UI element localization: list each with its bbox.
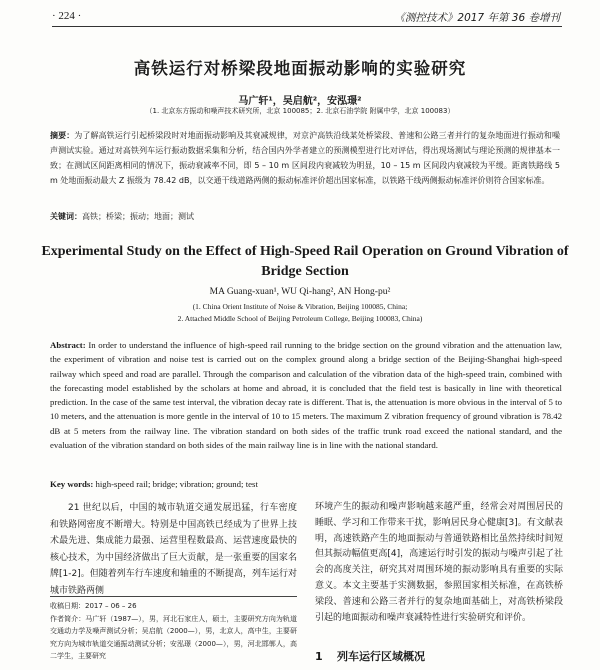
body-right-paragraph: 环境产生的振动和噪声影响越来越严重，经常会对周围居民的睡眠、学习和工作带来干扰，影响居民身心健康[3]。有文献表明，高速铁路产生的地面振动与普通铁路相比虽然持续时间短但其振动幅值更高[4]，高速运行时引发的振动与噪声引起了社会的高度关注，研究其对周围环境的振动影响具有重要的实际意义。本文主要基于实测数据，参照国家相关标准，在高铁桥梁段、普速和公路三者并行的复杂地面基础上，对高铁桥梁段引起的地面振动和噪声衰减特性进行实验研究和评价。: [315, 502, 563, 623]
chinese-abstract: [50, 128, 560, 188]
english-affiliation: [0, 301, 600, 325]
footnote-authors: 作者简介：马广轩（1987—），男，河北石家庄人，硕士，主要研究方向为轨道交通动力学及噪声测试分析；吴启航（2000—），男，北京人，高中生，主要研究方向为城市轨道交通振动测试分析；安泓璟（2000—），男，河北邯郸人，高二学生，主要研究: [50, 614, 297, 660]
english-keywords-label: Key words:: [50, 479, 94, 489]
section-title: 列车运行区域概况: [337, 650, 425, 663]
journal-header: 《测控技术》2017 年第 36 卷增刊: [394, 12, 560, 24]
section-number: 1: [315, 650, 323, 663]
english-abstract: [50, 338, 562, 452]
chinese-keywords: [50, 211, 560, 222]
footnote: [50, 600, 297, 663]
chinese-keywords-label: 关键词：: [50, 212, 82, 221]
chinese-title: 高铁运行对桥梁段地面振动影响的实验研究: [133, 59, 467, 78]
footnote-received: 收稿日期：2017 – 06 – 26: [50, 602, 137, 610]
chinese-abstract-label: 摘要：: [50, 131, 75, 140]
footnote-rule: [50, 596, 297, 597]
english-abstract-label: Abstract:: [50, 340, 86, 350]
english-abstract-text: In order to understand the influence of high-speed rail running to the bridge section on the ground vibration and the attenuation law, the experiment of vibration and noise test is carried out on the complex ground along a bridge section of the Beijing-Shanghai high-speed railway which speed and road are parallel. Through the comparison and calculation of the vibration data of the high-speed train, combined with the forecasting model established by the scholars at home and abroad, it is concluded that the field test is basically in line with theoretical prediction. In the case of the same test interval, the vibration decay rate is different. That is, the attenuation is more obvious in the interval of 5 to 10 meters, and the attenuation is more gentle in the interval of 10 to 15 meters. The maximum Z vibration frequency of ground vibration is 78.42 dB at 5 meters from the railway line. The vibration standard on both sides of the traffic trunk road exceed the national standard, and the evaluation of the vibration standard on both sides of the main railway line is in line with the national standard.: [50, 340, 562, 451]
chinese-affiliation: （1. 北京东方振动和噪声技术研究所，北京 100085；2. 北京石油学院 附属中学，北京 100083）: [145, 107, 455, 115]
english-affiliation-1: (1. China Orient Institute of Noise & Vibration, Beijing 100085, China;: [192, 302, 408, 311]
english-keywords-text: high-speed rail; bridge; vibration; ground; test: [95, 479, 258, 489]
chinese-authors: 马广轩¹，吴启航²，安泓璟²: [238, 96, 362, 107]
english-keywords: [50, 479, 562, 489]
page-number: · 224 ·: [52, 10, 82, 22]
english-title: Experimental Study on the Effect of High-Speed Rail Operation on Ground Vibration of Bridge Section: [41, 244, 569, 279]
header-rule: [52, 26, 562, 27]
chinese-keywords-text: 高铁；桥梁；振动；地面；测试: [82, 212, 194, 221]
english-affiliation-2: 2. Attached Middle School of Beijing Petroleum College, Beijing 100083, China): [177, 314, 423, 323]
section-heading: [315, 648, 425, 664]
body-left-paragraph: 21 世纪以后，中国的城市轨道交通发展迅猛，行车密度和铁路网密度不断增大。特别是中国高铁已经成为了世界上技术最先进、集成能力最强、运营里程数最高、运营速度最快的核心技术，为中国经济做出了巨大贡献，是一张重要的国家名牌[1-2]。但随着列车行车速度和轴重的不断提高，列车运行对城市铁路两侧: [50, 503, 297, 596]
chinese-abstract-text: 为了解高铁运行引起桥梁段时对地面振动影响及其衰减规律，对京沪高铁沿线某处桥梁段、普速和公路三者并行的复杂地面进行振动和噪声测试实验。通过对高铁列车运行振动数据采集和分析，结合国内外学者建立的预测模型进行比对评估，得出现场测试与理论预测的规律基本一致；在测试区间距离相同的情况下，振动衰减率不同，即 5 – 10 m 区间段内衰减较为明显，10 – 15 m 区间段内衰减较为平缓。距离铁路线 5 m 处地面振动最大 Z 振级为 78.42 dB，以交通干线道路两侧的振动标准评价超出国家标准，以铁路干线两侧振动标准评价则符合国家标准。: [50, 131, 561, 185]
english-authors: MA Guang-xuan¹, WU Qi-hang², AN Hong-pu²: [209, 287, 391, 297]
